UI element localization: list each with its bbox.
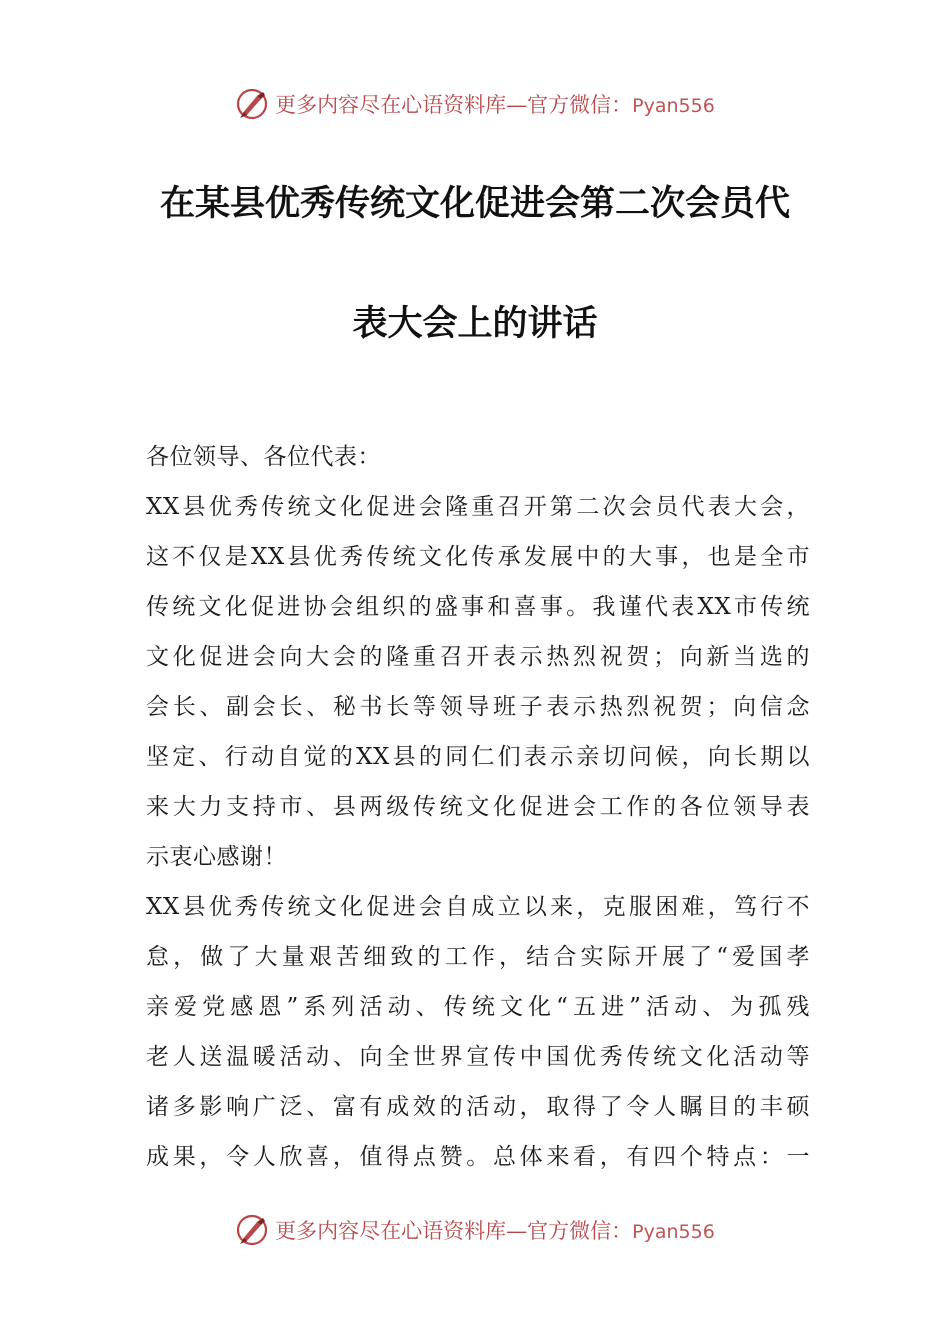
- pen-logo-icon: [235, 87, 269, 121]
- footer-banner: [0, 1210, 950, 1250]
- header-banner: [0, 84, 950, 124]
- footer-banner-text: 更多内容尽在心语资料库—官方微信：: [275, 1219, 633, 1243]
- paragraph-line: 坚定、行动自觉的XX县的同仁们表示亲切问候，向长期以: [146, 744, 810, 770]
- paragraph-line: 来大力支持市、县两级传统文化促进会工作的各位领导表: [146, 794, 810, 820]
- pen-logo-icon: [235, 1213, 269, 1247]
- paragraph-line: 成果，令人欣喜，值得点赞。总体来看，有四个特点：一: [146, 1144, 810, 1170]
- header-wechat-id: Pyan556: [632, 95, 715, 117]
- paragraph-line: XX县优秀传统文化促进会自成立以来，克服困难，笃行不: [146, 894, 810, 920]
- page-title-line-2: 表大会上的讲话: [352, 304, 598, 344]
- paragraph-line: 亲爱党感恩”系列活动、传统文化“五进”活动、为孤残: [146, 994, 810, 1020]
- header-banner-text: 更多内容尽在心语资料库—官方微信：: [275, 93, 633, 117]
- paragraph-line: 诸多影响广泛、富有成效的活动，取得了令人瞩目的丰硕: [146, 1094, 810, 1120]
- document-body: [146, 432, 810, 1182]
- paragraph-1: [146, 482, 810, 882]
- paragraph-line: 怠，做了大量艰苦细致的工作，结合实际开展了“爱国孝: [146, 944, 810, 970]
- paragraph-line: XX县优秀传统文化促进会隆重召开第二次会员代表大会，: [146, 494, 810, 520]
- paragraph-line: 老人送温暖活动、向全世界宣传中国优秀传统文化活动等: [146, 1044, 810, 1070]
- salutation: 各位领导、各位代表：: [146, 444, 381, 470]
- footer-wechat-id: Pyan556: [632, 1221, 715, 1243]
- paragraph-2: [146, 882, 810, 1182]
- page-title-line-1: 在某县优秀传统文化促进会第二次会员代: [159, 184, 790, 224]
- paragraph-line: 示衷心感谢！: [146, 844, 287, 870]
- paragraph-line: 传统文化促进协会组织的盛事和喜事。我谨代表XX市传统: [146, 594, 810, 620]
- paragraph-line: 会长、副会长、秘书长等领导班子表示热烈祝贺；向信念: [146, 694, 810, 720]
- paragraph-line: 文化促进会向大会的隆重召开表示热烈祝贺；向新当选的: [146, 644, 810, 670]
- paragraph-line: 这不仅是XX县优秀传统文化传承发展中的大事，也是全市: [146, 544, 810, 570]
